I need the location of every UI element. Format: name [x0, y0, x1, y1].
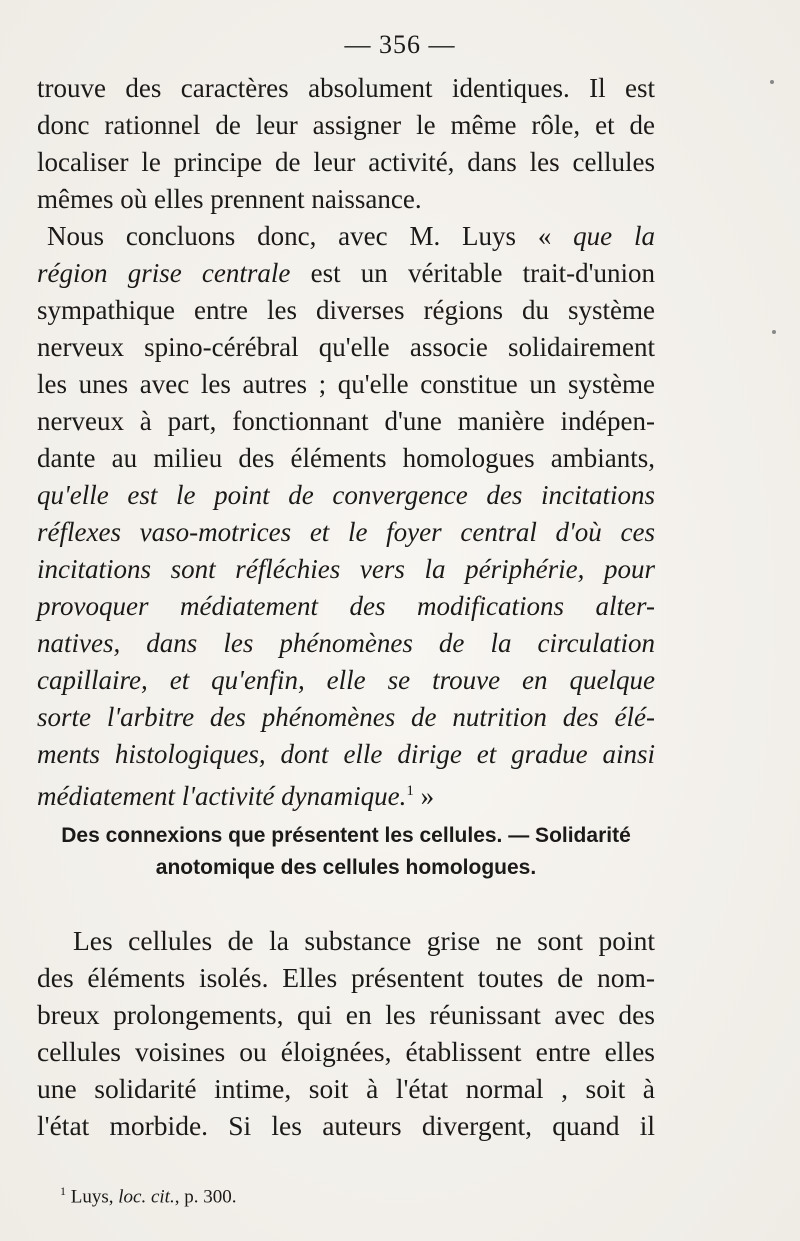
text-line: une solidarité intime, soit à l'état normal , soit à [37, 1073, 655, 1104]
text-line: sympathique entre les diverses régions du système [37, 295, 655, 325]
page-number: — 356 — [344, 30, 456, 59]
footnote [60, 1184, 236, 1208]
section-heading [37, 820, 655, 884]
text-line: trouve des caractères absolument identiques. Il est [37, 73, 655, 103]
text-line: localiser le principe de leur activité, dans les cellules [37, 147, 655, 177]
closing-quote: » [413, 781, 435, 811]
heading-line: Des connexions que présentent les cellules. — Solidarité [61, 824, 631, 847]
footnote-marker: 1 [60, 1184, 66, 1198]
text-line: des éléments isolés. Elles présentent toutes de nom- [37, 962, 655, 993]
italic-line: sorte l'arbitre des phénomènes de nutrition des élé- [37, 702, 655, 732]
text-line [37, 255, 655, 292]
italic-line: ments histologiques, dont elle dirige et gradue ainsi [37, 739, 655, 769]
text-span: est un véritable trait-d'union [290, 258, 655, 288]
text-line: mêmes où elles prennent naissance. [37, 184, 422, 214]
paragraph-1 [37, 70, 655, 218]
text-line [37, 218, 655, 255]
text-line: l'état morbide. Si les auteurs divergent, quand il [37, 1110, 655, 1141]
italic-text: que la [573, 221, 655, 251]
footnote-reference[interactable]: 1 [406, 783, 414, 799]
text-span: Nous concluons donc, avec M. Luys « [47, 221, 574, 251]
italic-line: incitations sont réfléchies vers la périphérie, pour [37, 554, 655, 584]
text-line: les unes avec les autres ; qu'elle constitue un système [37, 369, 655, 399]
text-line: nerveux à part, fonctionnant d'une manière indépen- [37, 406, 655, 436]
text-line: donc rationnel de leur assigner le même rôle, et de [37, 110, 655, 140]
italic-line: réflexes vaso-motrices et le foyer central d'où ces [37, 517, 655, 547]
page-speck [770, 80, 774, 84]
text-line: breux prolongements, qui en les réunissant avec des [37, 999, 655, 1030]
italic-line: provoquer médiatement des modifications alter- [37, 591, 655, 621]
page-speck [772, 330, 776, 334]
text-line: cellules voisines ou éloignées, établissent entre elles [37, 1036, 655, 1067]
text-line: dante au milieu des éléments homologues ambiants, [37, 443, 655, 473]
heading-line: anotomique des cellules homologues. [155, 856, 537, 879]
paragraph-3 [37, 922, 655, 1144]
italic-text: médiatement l'activité dynamique. [37, 781, 407, 811]
italic-text: région grise centrale [37, 258, 291, 288]
paragraph-2 [37, 218, 655, 815]
italic-line: qu'elle est le point de convergence des incitations [37, 480, 655, 510]
footnote-page: , p. 300. [174, 1186, 237, 1208]
italic-line: natives, dans les phénomènes de la circulation [37, 628, 655, 658]
italic-line: capillaire, et qu'enfin, elle se trouve en quelque [37, 665, 655, 695]
text-line: nerveux spino-cérébral qu'elle associe solidairement [37, 332, 655, 362]
text-line: Les cellules de la substance grise ne sont point [73, 925, 655, 956]
footnote-reference-italic: loc. cit. [118, 1186, 175, 1208]
text-line [37, 773, 655, 815]
footnote-author: Luys, [66, 1186, 119, 1208]
